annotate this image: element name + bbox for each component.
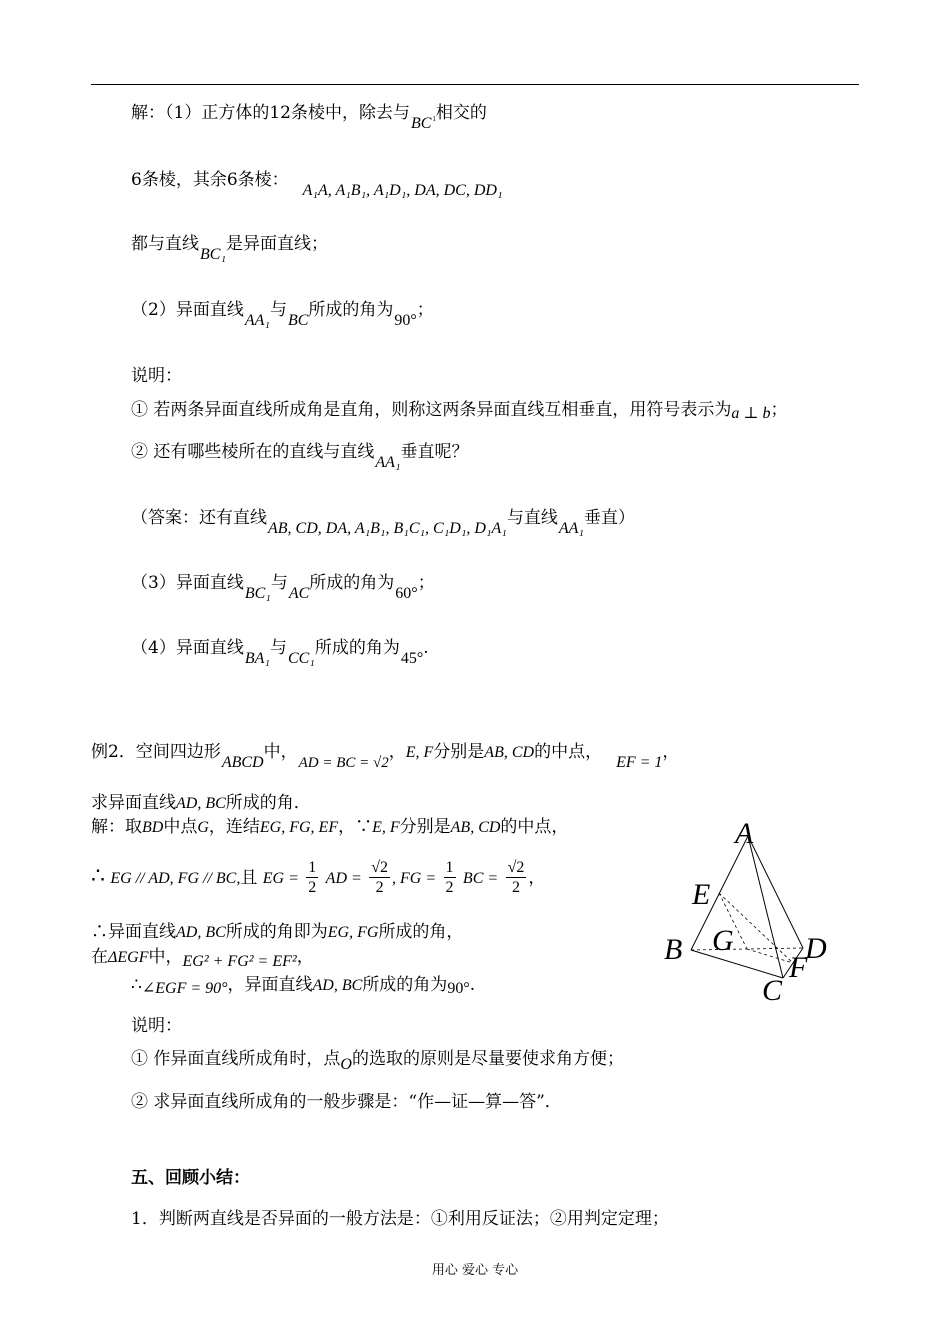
text-line (91, 816, 568, 839)
text-line (131, 233, 329, 263)
text: 与 (269, 300, 287, 320)
text: ； (416, 300, 434, 320)
label-g: G (712, 924, 734, 957)
text: 6条棱，其余6条棱： (131, 170, 289, 190)
math: CC₁ (287, 650, 315, 667)
math: EG // AD, FG // BC, (110, 870, 241, 887)
text: ， (528, 868, 546, 888)
math: AA₁ (558, 520, 584, 537)
text-line (91, 921, 463, 944)
math: AC (288, 585, 310, 602)
math: E, F (372, 819, 400, 836)
label-e: E (692, 878, 711, 911)
text: 求异面直线 (91, 793, 176, 813)
text-line (131, 365, 182, 387)
text: 五、回顾小结： (131, 1168, 250, 1188)
edge-ad (748, 836, 803, 948)
text: 解：（1）正方体的12条棱中，除去与 (131, 103, 410, 123)
text-line (131, 507, 635, 537)
text: （4）异面直线 (131, 638, 244, 658)
math: AD, BC (176, 795, 226, 812)
math: 90° (447, 980, 470, 997)
math: AB, CD (484, 744, 535, 761)
label-c: C (762, 974, 783, 1007)
text: 的中点， (500, 817, 569, 837)
math: AD = BC = √2 (298, 755, 389, 771)
text: 在 (91, 947, 108, 967)
text-line (131, 102, 487, 132)
math: O (340, 1056, 352, 1073)
text: （答案：还有直线 (131, 508, 267, 528)
math: AB, CD, DA, A₁B₁, B₁C₁, C₁D₁, D₁A₁ (268, 520, 507, 537)
therefore-symbol: ∴ (91, 864, 105, 889)
text-line (131, 169, 503, 199)
math: AA₁ (375, 454, 401, 471)
text: ， (662, 742, 680, 762)
text: 中， (148, 947, 183, 967)
text-line (91, 792, 311, 815)
text: 说明： (131, 1016, 182, 1036)
text-line (91, 741, 680, 771)
text: 所成的角， (378, 922, 464, 942)
text: ，连结 (208, 817, 260, 837)
math: EG² + FG² = EF² (182, 953, 297, 970)
text: ，异面直线 (227, 975, 313, 995)
math: BC (410, 115, 432, 132)
math: BC = (462, 870, 499, 887)
text: 相交的 (435, 103, 487, 123)
math: AD = (325, 870, 362, 887)
text: 的中点， (534, 742, 603, 762)
text-line (131, 1208, 669, 1230)
math: 90° (394, 312, 417, 329)
text: 所成的角为 (314, 638, 400, 658)
text: （3）异面直线 (131, 573, 244, 593)
math: ABCD (221, 754, 264, 771)
text: 所成的角． (225, 793, 311, 813)
text: 的选取的原则是尽量要使求角方便； (351, 1049, 624, 1069)
text: 中， (263, 742, 298, 762)
fraction: $\frac{1}{2}$ (445, 859, 454, 896)
text: . (423, 638, 429, 658)
text-line (131, 299, 434, 329)
text: 都与直线 (131, 234, 199, 254)
math: AD, BC (312, 977, 363, 994)
text: 中点 (163, 817, 198, 837)
text: 分别是 (433, 742, 485, 762)
text: 垂直） (583, 508, 635, 528)
math-subscript: 1 (432, 115, 436, 123)
text-line (131, 637, 429, 667)
text: 垂直呢？ (400, 442, 469, 462)
text: ； (770, 400, 788, 420)
text: ， (388, 742, 406, 762)
math: 60° (395, 585, 418, 602)
text: 且 (240, 868, 258, 888)
tetrahedron-figure (655, 812, 845, 1012)
text-line (91, 855, 545, 899)
math: AA₁ (244, 312, 270, 329)
math: G (197, 819, 209, 836)
math: EG, FG (327, 924, 379, 941)
math: BA₁ (244, 650, 270, 667)
math: BD (142, 819, 164, 836)
text: 所成的角为 (308, 300, 394, 320)
header-rule (91, 84, 859, 85)
fraction: $\frac{√2}{2}$ (371, 859, 388, 896)
text: 解：取 (91, 817, 142, 837)
text: . (469, 975, 476, 995)
label-a: A (735, 817, 754, 850)
text-line (131, 974, 475, 997)
label-b: B (664, 933, 683, 966)
edge-ac (748, 836, 783, 978)
text: ，∵ (338, 817, 373, 837)
math: BC₁ (200, 246, 227, 263)
math: BC₁ (244, 585, 271, 602)
text: 说明： (131, 366, 182, 386)
math: AD, BC (176, 924, 226, 941)
math: A₁A, A₁B₁, A₁D₁, DA, DC, DD₁ (302, 182, 503, 199)
text: ∴异面直线 (91, 922, 176, 942)
text: ， (296, 947, 314, 967)
text: 与 (269, 638, 287, 658)
math: BC (287, 312, 309, 329)
math: E, F (405, 744, 434, 761)
text: 与直线 (506, 508, 558, 528)
text-line (131, 441, 469, 471)
fraction: $\frac{√2}{2}$ (507, 859, 525, 896)
page-footer: 用心 爱心 专心 (431, 1263, 519, 1278)
text: 分别是 (399, 817, 451, 837)
text: 与 (270, 573, 288, 593)
label-d: D (805, 932, 827, 965)
text-line (131, 1048, 624, 1071)
text: 所成的角为 (309, 573, 395, 593)
text: 所成的角为 (362, 975, 448, 995)
math: a ⊥ b (731, 405, 771, 422)
text: （2）异面直线 (131, 300, 244, 320)
text: ① 若两条异面直线所成角是直角，则称这两条异面直线互相垂直，用符号表示为 (131, 400, 732, 420)
text-line (91, 946, 314, 969)
section-heading (131, 1167, 250, 1189)
label-f: F (789, 951, 808, 984)
text: ② 求异面直线所成角的一般步骤是：“作—证—算—答”． (131, 1092, 562, 1112)
text: 1．判断两直线是否异面的一般方法是：①利用反证法；②用判定定理； (131, 1209, 669, 1229)
math: EF = 1 (616, 754, 663, 771)
math: ∠EGF = 90° (141, 980, 228, 997)
text: ② 还有哪些棱所在的直线与直线 (131, 442, 375, 462)
text: ； (417, 573, 435, 593)
math: , FG = (391, 870, 437, 887)
text: ∴ (131, 975, 142, 995)
text: ① 作异面直线所成角时，点 (131, 1049, 341, 1069)
text-line (131, 399, 787, 422)
math: 45° (400, 650, 424, 667)
math: ΔEGF (108, 949, 149, 966)
math: EG = (262, 870, 299, 887)
math: AB, CD (450, 819, 501, 836)
text: 所成的角即为 (225, 922, 328, 942)
text-line (131, 572, 435, 602)
text-line (131, 1015, 182, 1037)
fraction: $\frac{1}{2}$ (308, 859, 317, 896)
text-line (131, 1091, 562, 1113)
text: 例2．空间四边形 (91, 742, 221, 762)
math: EG, FG, EF (259, 819, 339, 836)
text: 是异面直线； (226, 234, 329, 254)
